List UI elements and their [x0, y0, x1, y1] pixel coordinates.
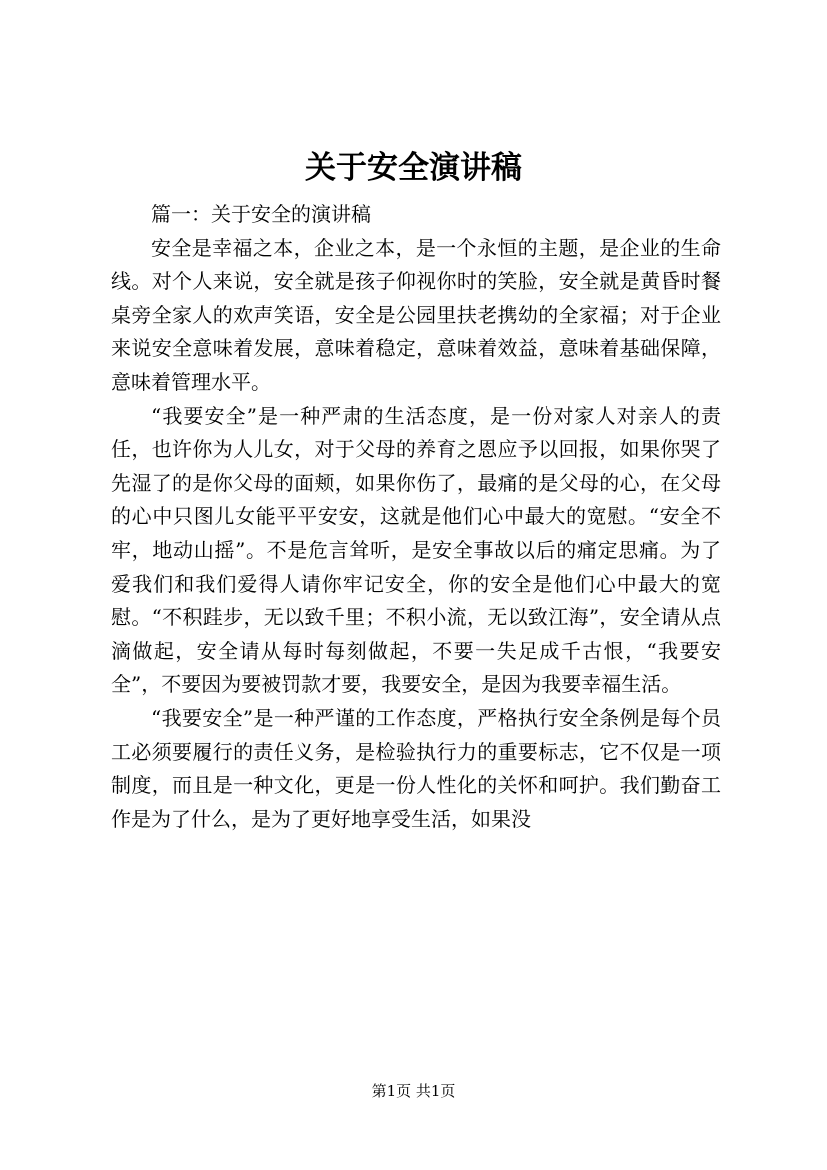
- body-paragraph: “我要安全”是一种严肃的生活态度，是一份对家人对亲人的责任，也许你为人儿女，对于父母的养育之恩应予以回报，如果你哭了先湿了的是你父母的面颊，如果你伤了，最痛的是父母的心，在父母的心中只图儿女能平平安安，这就是他们心中最大的宽慰。“安全不牢，地动山摇”。不是危言耸听，是安全事故以后的痛定思痛。为了爱我们和我们爱得人请你牢记安全，你的安全是他们心中最大的宽慰。“不积跬步，无以致千里；不积小流，无以致江海”，安全请从点滴做起，安全请从每时每刻做起，不要一失足成千古恨，“我要安全”，不要因为要被罚款才要，我要安全，是因为我要幸福生活。: [111, 403, 721, 697]
- body-paragraph: 安全是幸福之本，企业之本，是一个永恒的主题，是企业的生命线。对个人来说，安全就是孩子仰视你时的笑脸，安全就是黄昏时餐桌旁全家人的欢声笑语，安全是公园里扶老携幼的全家福；对于企业来说安全意味着发展，意味着稳定，意味着效益，意味着基础保障，意味着管理水平。: [111, 235, 721, 394]
- section-heading: 篇一：关于安全的演讲稿: [151, 202, 371, 226]
- body-paragraph: “我要安全”是一种严谨的工作态度，严格执行安全条例是每个员工必须要履行的责任义务，是检验执行力的重要标志，它不仅是一项制度，而且是一种文化，更是一份人性化的关怀和呵护。我们勤奋工作是为了什么，是为了更好地享受生活，如果没: [111, 705, 721, 831]
- document-title: 关于安全演讲稿: [305, 150, 522, 186]
- document-body: [111, 198, 721, 836]
- page-footer: 第1页 共1页: [371, 1082, 456, 1100]
